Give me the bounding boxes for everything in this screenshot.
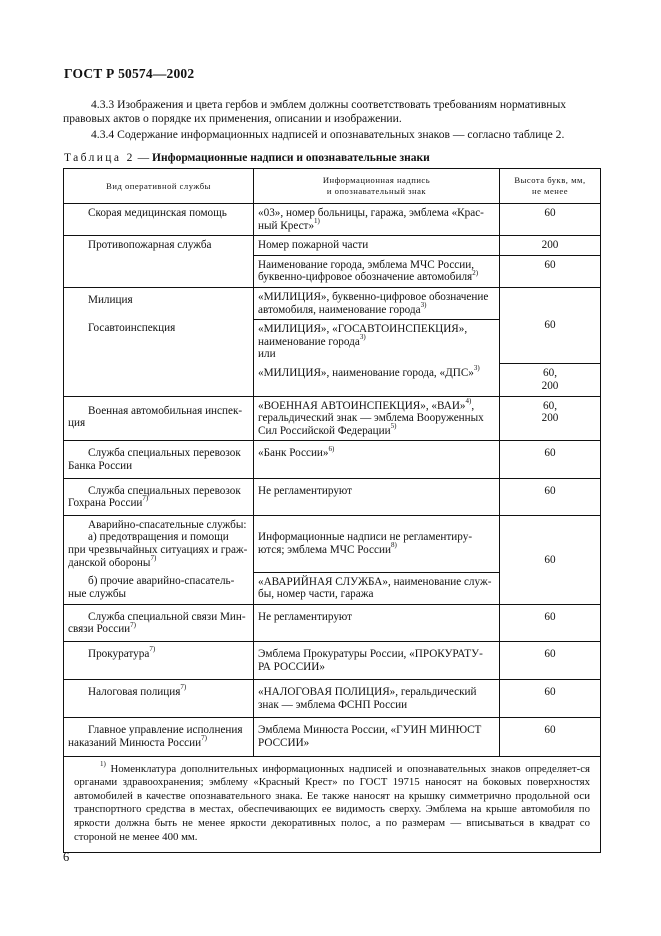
inscription-cell: [254, 364, 500, 396]
inscription-cell: Не регламентируют: [254, 478, 500, 515]
service-cell: [64, 718, 254, 756]
service-cell: [64, 287, 254, 396]
height-value: 60,: [543, 367, 557, 380]
footnote-cell: [64, 756, 601, 853]
service-cell: [64, 515, 254, 572]
inscription-text: Эмблема Минюста России, «ГУИН МИНЮСТ: [258, 724, 482, 737]
footnote-ref: 7): [180, 683, 187, 692]
inscription-cell: [254, 204, 500, 236]
service-name: Служба специальных перевозок: [88, 447, 241, 460]
footnote-ref: 6): [328, 444, 335, 453]
footnote-row: [64, 756, 601, 853]
table-row: [64, 236, 601, 256]
footnote-text: Номенклатура дополнительных информационных надписей и опознавательных знаков определяет-ся органами здравоохранения; эмблему «Красный Крест» по ГОСТ 19715 наносят на боковых поверхностях автомобилей в качестве опознавательного знака. Ее также наносят на крышку симметрично продольной оси транспортного средства в местах, обеспечивающих ее видимость сверху. Эмблема на крыше автомобиля по яркости должна быть не менее яркости декоративных полос, а по размерам — вписываться в квадрат со стороной не менее 400 мм.: [74, 762, 591, 843]
inscription-cell: [254, 718, 500, 756]
height-cell: [500, 364, 601, 396]
paragraph-4-3-3: [63, 98, 601, 126]
inscription-text: буквенно-цифровое обозначение автомобиля: [258, 271, 473, 284]
inscription-cell: [254, 320, 500, 364]
inscription-cell: [254, 572, 500, 604]
height-cell: 60: [500, 680, 601, 718]
table-row: [64, 515, 601, 572]
footnote-ref: 4): [465, 396, 472, 405]
document-code-header: ГОСТ Р 50574—2002: [64, 66, 195, 81]
inscription-cell: «ВОЕННАЯ АВТОИНСПЕКЦИЯ», «ВАИ»$^{4)}$, геральдический знак — эмблема Вооруженных Сил Российской Федерации$^{5)}$: [254, 396, 500, 441]
service-cell: [64, 204, 254, 236]
service-cell: [64, 236, 254, 288]
height-cell: 200: [500, 236, 601, 256]
inscription-cell: [254, 680, 500, 718]
height-cell: 60: [500, 642, 601, 680]
footnote-ref: 7): [201, 734, 207, 743]
inscription-text: Наименование города, эмблема МЧС России,: [258, 258, 475, 271]
service-name: Служба специальной связи Мин-: [88, 610, 246, 623]
service-name: Банка России: [68, 460, 133, 472]
inscription-text: «Банк России»: [258, 447, 329, 460]
inscription-cell: [254, 287, 500, 319]
inscription-cell: [254, 255, 500, 287]
service-name: наказаний Минюста России: [68, 737, 202, 749]
service-cell: [64, 478, 254, 515]
footnote-marker: 1): [100, 760, 106, 768]
table-caption-title: Информационные надписи и опознавательные знаки: [152, 152, 430, 164]
service-name: а) предотвращения и помощи: [88, 531, 229, 544]
header-letter-height-l2: не менее: [531, 186, 569, 196]
service-name: при чрезвычайных ситуациях и граж-: [68, 543, 248, 556]
inscription-text: РОССИИ»: [258, 737, 310, 749]
service-cell: [64, 441, 254, 478]
service-name: [68, 683, 249, 699]
inscription-text: ный Крест»: [258, 219, 315, 232]
service-name: Служба специальных перевозок: [88, 484, 241, 497]
service-cell: [64, 572, 254, 604]
height-cell: 60: [500, 441, 601, 478]
footnote-ref: 7): [130, 620, 137, 629]
height-cell: 60: [500, 287, 601, 363]
inscription-text: бы, номер части, гаража: [258, 588, 374, 601]
inscription-text: геральдический знак — эмблема Вооруженных: [258, 412, 484, 425]
inscription-text: Информационные надписи не регламентиру-: [258, 531, 473, 544]
inscription-text: Сил Российской Федерации: [258, 424, 391, 437]
footnote-ref: 7): [149, 645, 156, 654]
service-name: ные службы: [68, 587, 127, 600]
inscription-text: «ВОЕННАЯ АВТОИНСПЕКЦИЯ», «ВАИ»: [258, 399, 466, 412]
table-row: [64, 396, 601, 441]
table-row: [64, 642, 601, 680]
footnote-ref: 7): [150, 553, 157, 562]
table-caption-label: Таблица 2: [64, 152, 135, 164]
footnote-ref: 8): [390, 540, 397, 549]
header-letter-height: [500, 169, 601, 204]
service-cell: [64, 642, 254, 680]
service-cell: [64, 396, 254, 441]
table-row: [64, 441, 601, 478]
service-name: Гохрана России: [68, 497, 143, 510]
service-name-text: Прокуратура: [88, 648, 150, 661]
service-name: данской обороны: [68, 556, 151, 569]
footnote-ref: 5): [390, 422, 397, 431]
service-name-text: Налоговая полиция: [88, 686, 181, 699]
header-service-type: Вид оперативной службы: [64, 169, 254, 204]
inscription-text: «АВАРИЙНАЯ СЛУЖБА», наименование служ-: [258, 575, 492, 588]
service-cell: [64, 680, 254, 718]
header-inscription-l1: Информационная надпись: [322, 175, 431, 185]
service-name: Военная автомобильная инспек-: [88, 404, 243, 417]
inscription-cell: [254, 642, 500, 680]
footnote-ref: 2): [472, 268, 479, 277]
inscription-text: РА РОССИИ»: [258, 660, 325, 673]
table-caption-dash: —: [134, 152, 153, 164]
inscription-cell: Номер пожарной части: [254, 236, 500, 256]
signs-table: [63, 168, 601, 853]
inscription-text: или: [258, 348, 276, 361]
inscription-text: наименование города: [258, 335, 360, 348]
height-cell: 60: [500, 515, 601, 604]
height-cell: [500, 396, 601, 441]
service-name: Скорая медицинская помощь: [88, 207, 227, 219]
inscription-text: «03», номер больницы, гаража, эмблема «Крас-: [258, 207, 484, 219]
inscription-text: «МИЛИЦИЯ», «ГОСАВТОИНСПЕКЦИЯ»,: [258, 323, 468, 336]
table-row: [64, 287, 601, 319]
inscription-text: «МИЛИЦИЯ», буквенно-цифровое обозначение: [258, 290, 489, 303]
height-value: 60,: [543, 399, 557, 412]
footnote-ref: 7): [142, 494, 149, 503]
footnote-ref: 1): [314, 216, 320, 225]
inscription-text: автомобиля, наименование города: [258, 303, 421, 316]
service-name: [68, 645, 249, 661]
service-name: Милиция: [88, 293, 133, 306]
page-number: 6: [63, 850, 70, 864]
table-row: [64, 478, 601, 515]
paragraph-4-3-3-line1: 4.3.3 Изображения и цвета гербов и эмблем должны соответствовать требованиям нормативных: [91, 98, 567, 111]
inscription-text: знак — эмблема ФСНП России: [258, 698, 408, 711]
service-name: связи России: [68, 623, 131, 636]
service-name: Госавтоинспекция: [88, 321, 176, 334]
header-letter-height-l1: Высота букв, мм,: [514, 175, 586, 185]
footnote-ref: 3): [359, 333, 366, 342]
height-cell: 60: [500, 718, 601, 756]
footnote-ref: 3): [420, 300, 427, 309]
height-value: 200: [541, 412, 559, 425]
service-cell: [64, 604, 254, 641]
table-row: [64, 604, 601, 641]
height-cell: 60: [500, 255, 601, 287]
table-row: [64, 204, 601, 236]
inscription-cell: Не регламентируют: [254, 604, 500, 641]
height-cell: 60: [500, 478, 601, 515]
header-inscription: [254, 169, 500, 204]
inscription-cell: [254, 515, 500, 572]
paragraph-4-3-3-line2: правовых актов о порядке их применения, описании и изображении.: [63, 112, 402, 125]
inscription-text: «МИЛИЦИЯ», наименование города, «ДПС»: [258, 366, 474, 379]
table-row: [64, 718, 601, 756]
table-caption: [64, 152, 430, 164]
header-inscription-l2: и опознавательный знак: [326, 186, 427, 196]
inscription-text: ются; эмблема МЧС России: [258, 543, 391, 556]
height-cell: 60: [500, 604, 601, 641]
table-header-row: [64, 169, 601, 204]
footnote-ref: 3): [473, 364, 480, 373]
height-cell: 60: [500, 204, 601, 236]
inscription-text: Эмблема Прокуратуры России, «ПРОКУРАТУ-: [258, 648, 483, 661]
inscription-cell: [254, 441, 500, 478]
paragraph-4-3-4: 4.3.4 Содержание информационных надписей и опознавательных знаков — согласно таблице 2.: [91, 128, 565, 141]
service-name: Аварийно-спасательные службы:: [88, 518, 247, 531]
service-name: ция: [68, 417, 86, 430]
height-value: 200: [541, 380, 559, 393]
service-name: Противопожарная служба: [88, 239, 212, 252]
table-row: [64, 680, 601, 718]
service-name: Главное управление исполнения: [88, 724, 243, 737]
inscription-text: «НАЛОГОВАЯ ПОЛИЦИЯ», геральдический: [258, 686, 477, 699]
service-name: б) прочие аварийно-спасатель-: [88, 575, 235, 588]
